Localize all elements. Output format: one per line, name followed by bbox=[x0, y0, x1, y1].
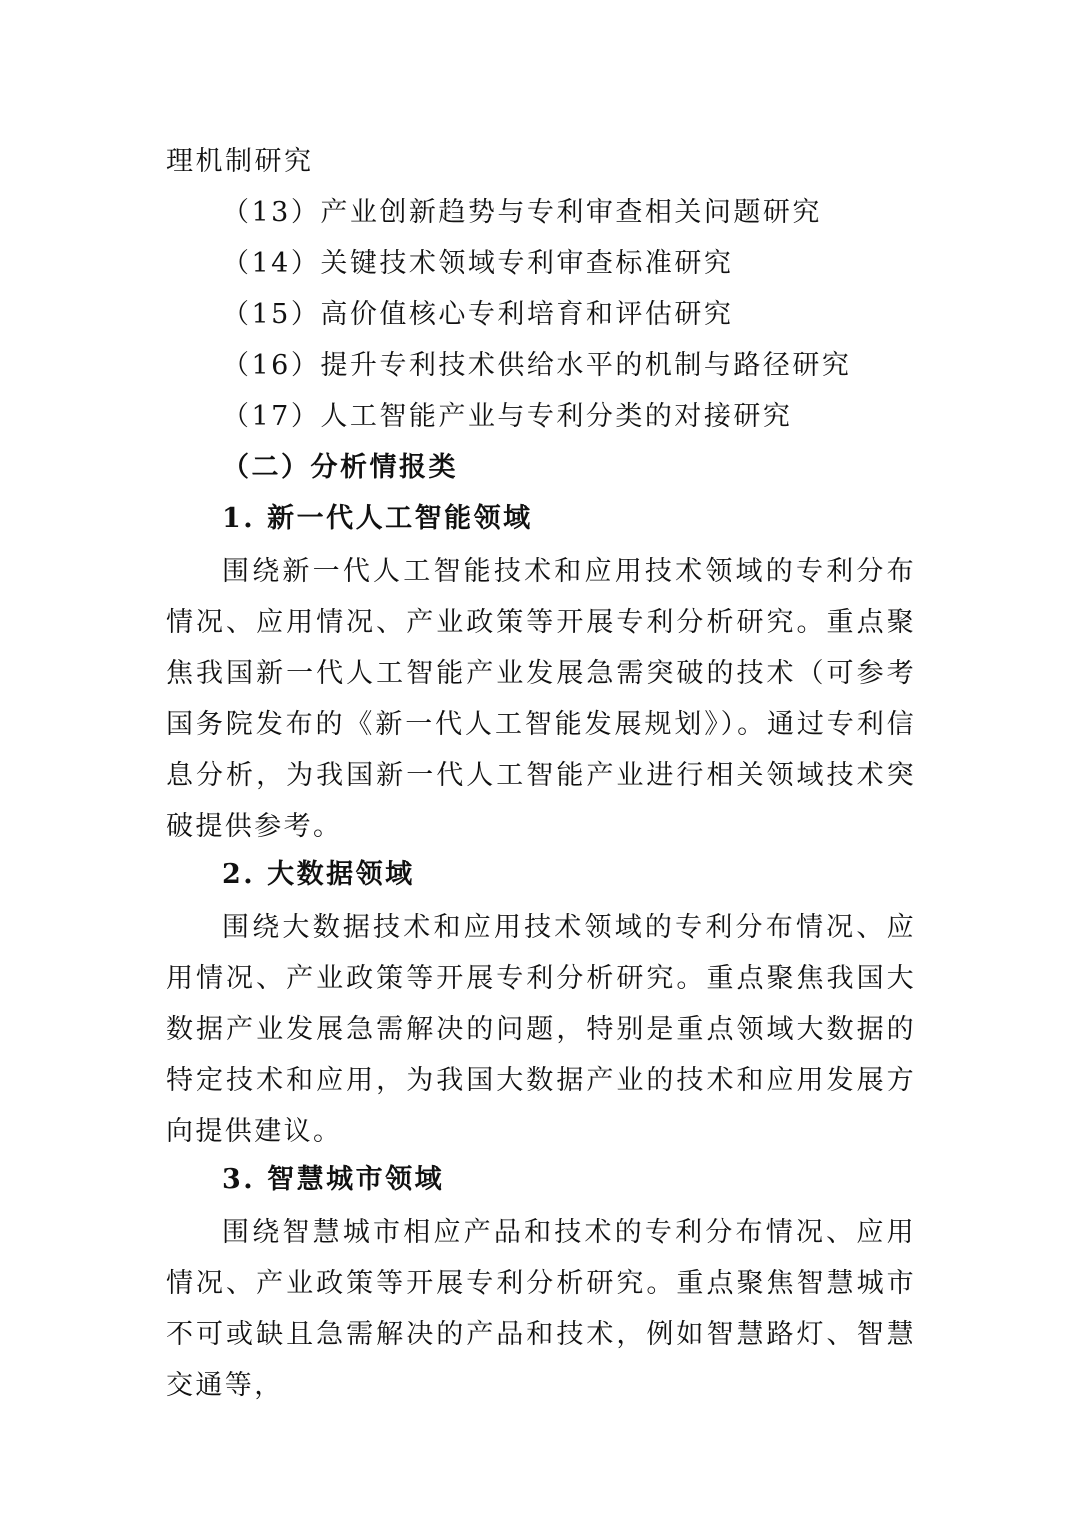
subsection-body-ai: 围绕新一代人工智能技术和应用技术领域的专利分布情况、应用情况、产业政策等开展专利分析研究。重点聚焦我国新一代人工智能产业发展急需突破的技术（可参考国务院发布的《新一代人工智能发展规划》）。通过专利信息分析，为我国新一代人工智能产业进行相关领域技术突破提供参考。 bbox=[166, 556, 916, 842]
research-item-13: （13）产业创新趋势与专利审查相关问题研究 bbox=[222, 197, 822, 228]
research-item-16: （16）提升专利技术供给水平的机制与路径研究 bbox=[222, 350, 852, 381]
subsection-heading-smartcity: 3. 智慧城市领域 bbox=[222, 1164, 445, 1195]
research-item-14: （14）关键技术领域专利审查标准研究 bbox=[222, 248, 734, 279]
continuation-line: 理机制研究 bbox=[166, 146, 314, 177]
research-item-17: （17）人工智能产业与专利分类的对接研究 bbox=[222, 401, 793, 432]
subsection-heading-bigdata: 2. 大数据领域 bbox=[222, 859, 415, 890]
subsection-body-smartcity: 围绕智慧城市相应产品和技术的专利分布情况、应用情况、产业政策等开展专利分析研究。重点聚焦智慧城市不可或缺且急需解决的产品和技术，例如智慧路灯、智慧交通等， bbox=[166, 1217, 916, 1401]
section-heading: （二）分析情报类 bbox=[222, 452, 458, 483]
subsection-body-bigdata: 围绕大数据技术和应用技术领域的专利分布情况、应用情况、产业政策等开展专利分析研究。重点聚焦我国大数据产业发展急需解决的问题，特别是重点领域大数据的特定技术和应用，为我国大数据产业的技术和应用发展方向提供建议。 bbox=[166, 912, 916, 1147]
subsection-heading-ai: 1. 新一代人工智能领域 bbox=[222, 503, 533, 534]
research-item-15: （15）高价值核心专利培育和评估研究 bbox=[222, 299, 734, 330]
